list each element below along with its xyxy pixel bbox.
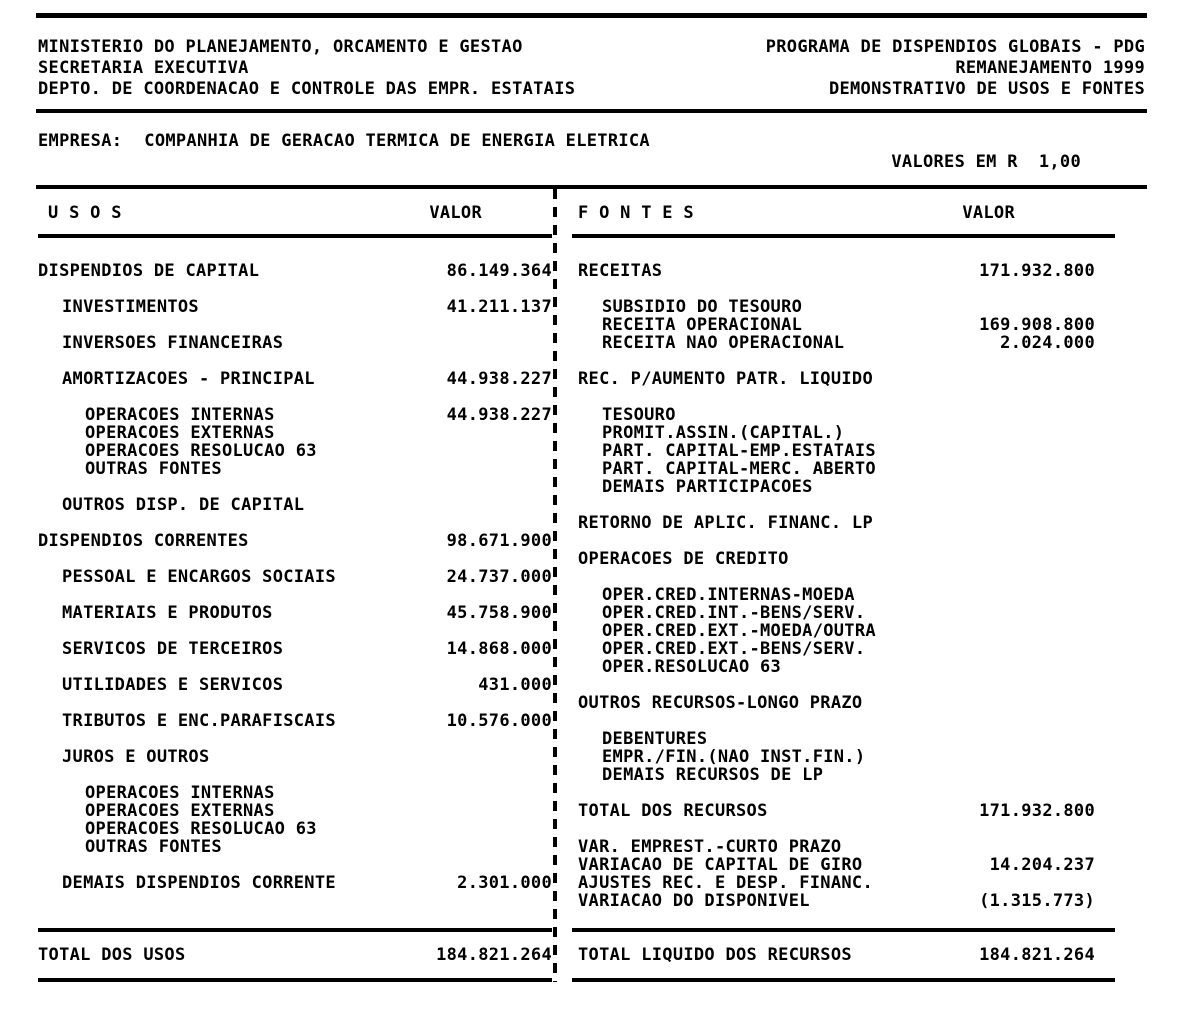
table-row xyxy=(38,532,552,550)
masthead xyxy=(0,18,1181,100)
fontes-rows xyxy=(558,238,1115,928)
table-row xyxy=(558,694,1115,712)
row-value: 86.149.364 xyxy=(446,261,552,281)
row-label: OUTRAS FONTES xyxy=(85,459,222,479)
usos-column xyxy=(38,189,552,982)
usos-title: U S O S xyxy=(48,203,122,223)
table-row xyxy=(38,784,552,802)
table-row xyxy=(38,640,552,658)
row-label: RECEITA OPERACIONAL xyxy=(602,315,803,335)
company-line xyxy=(0,113,1181,152)
row-label: DISPENDIOS CORRENTES xyxy=(38,531,249,551)
row-label: JUROS E OUTROS xyxy=(62,747,210,767)
usos-rows xyxy=(38,238,552,928)
table-row xyxy=(38,568,552,586)
row-value: 45.758.900 xyxy=(446,603,552,623)
table-row xyxy=(38,748,552,766)
row-value: 169.908.800 xyxy=(979,315,1095,335)
program-title: PROGRAMA DE DISPENDIOS GLOBAIS - PDG xyxy=(765,37,1145,57)
uses-and-sources-table xyxy=(0,189,1181,982)
table-row xyxy=(558,766,1115,784)
row-label: RECEITA NAO OPERACIONAL xyxy=(602,333,845,353)
row-label: TESOURO xyxy=(602,405,676,425)
table-row xyxy=(38,370,552,388)
table-row xyxy=(558,892,1115,910)
row-value: 2.301.000 xyxy=(457,873,552,893)
usos-total-label: TOTAL DOS USOS xyxy=(38,945,186,965)
row-value: 10.576.000 xyxy=(446,711,552,731)
table-row xyxy=(38,334,552,352)
row-label: OUTROS DISP. DE CAPITAL xyxy=(62,495,305,515)
table-row xyxy=(38,802,552,820)
table-row xyxy=(558,604,1115,622)
row-label: SUBSIDIO DO TESOURO xyxy=(602,297,803,317)
table-row xyxy=(38,424,552,442)
table-row xyxy=(558,298,1115,316)
usos-bottom-rule xyxy=(38,978,552,982)
table-row xyxy=(558,622,1115,640)
table-row xyxy=(558,460,1115,478)
fontes-bottom-rule xyxy=(572,978,1115,982)
table-row xyxy=(558,334,1115,352)
table-row xyxy=(558,874,1115,892)
table-row xyxy=(558,856,1115,874)
row-label: SERVICOS DE TERCEIROS xyxy=(62,639,284,659)
row-value: 2.024.000 xyxy=(1000,333,1095,353)
table-row xyxy=(558,262,1115,280)
table-row xyxy=(38,406,552,424)
row-label: VAR. EMPREST.-CURTO PRAZO xyxy=(578,837,842,857)
row-label: PESSOAL E ENCARGOS SOCIAIS xyxy=(62,567,336,587)
report-subtitle: REMANEJAMENTO 1999 xyxy=(955,58,1145,78)
row-label: OPERACOES INTERNAS xyxy=(85,405,275,425)
row-label: OPERACOES EXTERNAS xyxy=(85,801,275,821)
row-label: INVERSOES FINANCEIRAS xyxy=(62,333,284,353)
secretariat-line: SECRETARIA EXECUTIVA xyxy=(38,58,249,78)
row-label: AMORTIZACOES - PRINCIPAL xyxy=(62,369,315,389)
row-label: INVESTIMENTOS xyxy=(62,297,199,317)
table-row xyxy=(558,748,1115,766)
table-row xyxy=(558,802,1115,820)
row-label: PART. CAPITAL-EMP.ESTATAIS xyxy=(602,441,876,461)
table-row xyxy=(558,586,1115,604)
table-row xyxy=(38,442,552,460)
table-row xyxy=(558,550,1115,568)
row-label: MATERIAIS E PRODUTOS xyxy=(62,603,273,623)
fontes-valor-header: VALOR xyxy=(962,203,1015,223)
row-label: OPER.CRED.EXT.-MOEDA/OUTRA xyxy=(602,621,876,641)
usos-column-header xyxy=(38,189,552,234)
row-label: OPERACOES RESOLUCAO 63 xyxy=(85,441,317,461)
fontes-total-label: TOTAL LIQUIDO DOS RECURSOS xyxy=(578,945,852,965)
table-row xyxy=(558,730,1115,748)
row-label: RECEITAS xyxy=(578,261,663,281)
row-value: 14.868.000 xyxy=(446,639,552,659)
row-label: AJUSTES REC. E DESP. FINANC. xyxy=(578,873,873,893)
row-label: OPER.CRED.INTERNAS-MOEDA xyxy=(602,585,855,605)
row-label: EMPR./FIN.(NAO INST.FIN.) xyxy=(602,747,866,767)
row-value: 24.737.000 xyxy=(446,567,552,587)
row-label: DEMAIS RECURSOS DE LP xyxy=(602,765,824,785)
company-name: COMPANHIA DE GERACAO TERMICA DE ENERGIA ELETRICA xyxy=(144,131,650,151)
table-row xyxy=(558,406,1115,424)
dashed-column-divider xyxy=(553,189,557,982)
row-label: OPERACOES INTERNAS xyxy=(85,783,275,803)
table-row xyxy=(558,316,1115,334)
row-label: PART. CAPITAL-MERC. ABERTO xyxy=(602,459,876,479)
department-line: DEPTO. DE COORDENACAO E CONTROLE DAS EMPR. ESTATAIS xyxy=(38,79,576,99)
row-label: OUTROS RECURSOS-LONGO PRAZO xyxy=(578,693,863,713)
table-row xyxy=(558,370,1115,388)
row-label: REC. P/AUMENTO PATR. LIQUIDO xyxy=(578,369,873,389)
currency-note: VALORES EM R 1,00 xyxy=(891,152,1081,172)
row-label: OPERACOES DE CREDITO xyxy=(578,549,789,569)
table-row xyxy=(38,676,552,694)
row-value: 41.211.137 xyxy=(446,297,552,317)
row-label: UTILIDADES E SERVICOS xyxy=(62,675,284,695)
fontes-total-row xyxy=(558,932,1115,978)
table-row xyxy=(558,424,1115,442)
row-label: OPER.CRED.EXT.-BENS/SERV. xyxy=(602,639,866,659)
row-value: 171.932.800 xyxy=(979,801,1095,821)
company-label: EMPRESA: xyxy=(38,131,123,151)
usos-valor-header: VALOR xyxy=(429,203,482,223)
row-label: VARIACAO DO DISPONIVEL xyxy=(578,891,810,911)
row-label: OPER.CRED.INT.-BENS/SERV. xyxy=(602,603,866,623)
table-row xyxy=(38,460,552,478)
row-label: PROMIT.ASSIN.(CAPITAL.) xyxy=(602,423,845,443)
table-row xyxy=(38,712,552,730)
table-row xyxy=(38,874,552,892)
table-row xyxy=(558,478,1115,496)
fontes-title: F O N T E S xyxy=(578,203,694,223)
table-row xyxy=(558,442,1115,460)
usos-total-row xyxy=(38,932,552,978)
row-label: OUTRAS FONTES xyxy=(85,837,222,857)
row-label: DEMAIS PARTICIPACOES xyxy=(602,477,813,497)
row-value: 44.938.227 xyxy=(446,369,552,389)
table-row xyxy=(558,838,1115,856)
row-value: 431.000 xyxy=(478,675,552,695)
row-label: DEBENTURES xyxy=(602,729,708,749)
table-row xyxy=(38,820,552,838)
fontes-column-header xyxy=(558,189,1115,234)
row-label: OPER.RESOLUCAO 63 xyxy=(602,657,782,677)
row-value: 44.938.227 xyxy=(446,405,552,425)
table-row xyxy=(38,298,552,316)
fontes-total-value: 184.821.264 xyxy=(979,945,1095,965)
row-value: 98.671.900 xyxy=(446,531,552,551)
table-row xyxy=(558,514,1115,532)
row-label: OPERACOES EXTERNAS xyxy=(85,423,275,443)
row-label: RETORNO DE APLIC. FINANC. LP xyxy=(578,513,873,533)
table-row xyxy=(558,658,1115,676)
row-label: TRIBUTOS E ENC.PARAFISCAIS xyxy=(62,711,336,731)
row-value: (1.315.773) xyxy=(979,891,1095,911)
row-label: OPERACOES RESOLUCAO 63 xyxy=(85,819,317,839)
table-row xyxy=(38,496,552,514)
row-value: 171.932.800 xyxy=(979,261,1095,281)
issuer-block xyxy=(38,37,575,100)
statement-title: DEMONSTRATIVO DE USOS E FONTES xyxy=(828,79,1145,99)
row-label: VARIACAO DE CAPITAL DE GIRO xyxy=(578,855,863,875)
row-value: 14.204.237 xyxy=(989,855,1095,875)
report-title-block xyxy=(766,37,1145,100)
currency-note-line xyxy=(0,152,1181,173)
table-row xyxy=(38,838,552,856)
table-row xyxy=(38,262,552,280)
table-row xyxy=(38,604,552,622)
usos-total-value: 184.821.264 xyxy=(436,945,552,965)
fontes-column xyxy=(558,189,1115,982)
row-label: DEMAIS DISPENDIOS CORRENTE xyxy=(62,873,336,893)
ministry-line: MINISTERIO DO PLANEJAMENTO, ORCAMENTO E GESTAO xyxy=(38,37,523,57)
row-label: DISPENDIOS DE CAPITAL xyxy=(38,261,260,281)
row-label: TOTAL DOS RECURSOS xyxy=(578,801,768,821)
table-row xyxy=(558,640,1115,658)
